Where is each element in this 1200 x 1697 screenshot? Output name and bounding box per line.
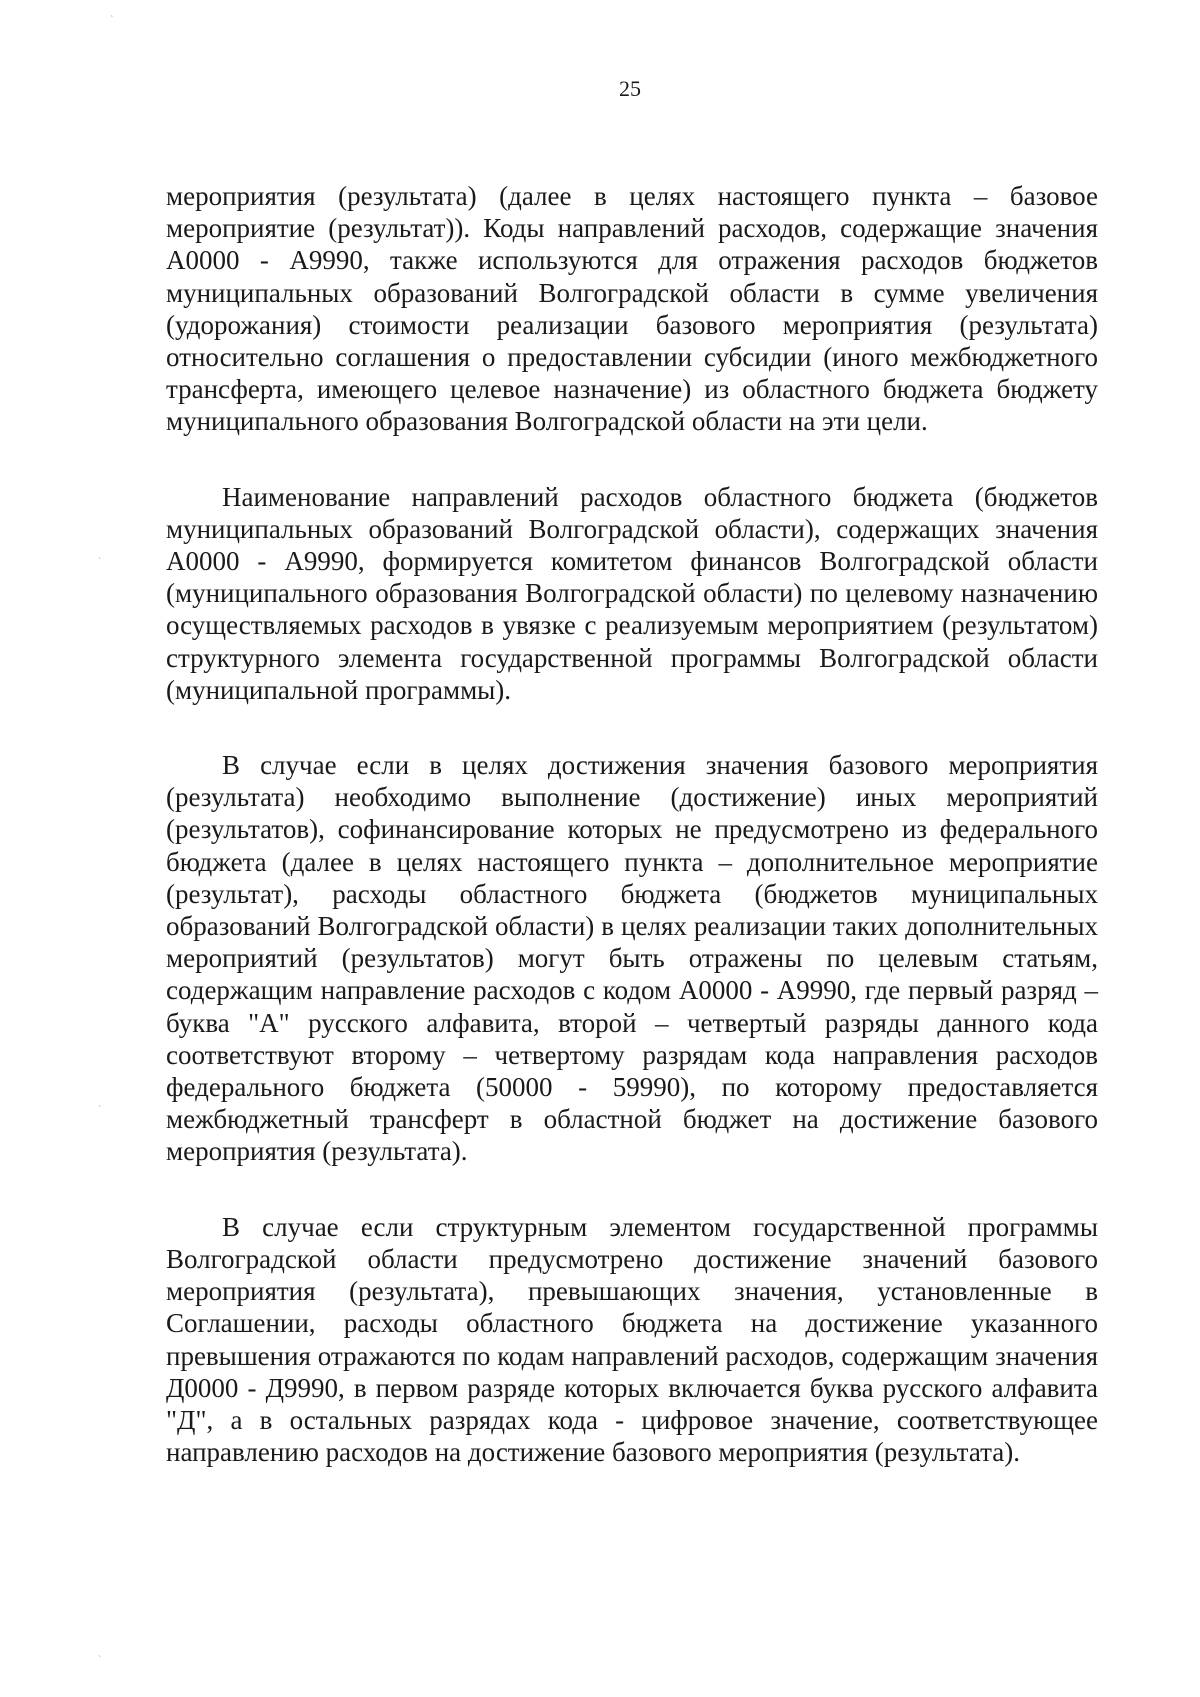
- page-number: 25: [619, 76, 641, 101]
- document-body: [166, 180, 1098, 1468]
- scan-speck: ˋ: [98, 1655, 102, 1666]
- paragraph-continuation: мероприятия (результата) (далее в целях настоящего пункта – базовое мероприятие (результат)). Коды направлений расходов, содержащие значения А0000 - А9990, также используются для отражения расходов бюджетов муниципальных образований Волгоградской области в сумме увеличения (удорожания) стоимости реализации базового мероприятия (результата) относительно соглашения о предоставлении субсидии (иного межбюджетного трансферта, имеющего целевое назначение) из областного бюджета бюджету муниципального образования Волгоградской области на эти цели.: [166, 181, 1098, 437]
- scan-speck: ˋ: [98, 557, 102, 568]
- paragraph-exceeding-values: В случае если структурным элементом государственной программы Волгоградской области предусмотрено достижение значений базового мероприятия (результата), превышающих значения, установленные в Соглашении, расходы областного бюджета на достижение указанного превышения отражаются по кодам направлений расходов, содержащим значения Д0000 - Д9990, в первом разряде которых включается буква русского алфавита "Д", а в остальных разрядах кода - цифровое значение, соответствующее направлению расходов на достижение базового мероприятия (результата).: [166, 1211, 1098, 1468]
- scan-speck: ˋ: [98, 1105, 102, 1116]
- scan-speck: ˋ: [110, 15, 114, 26]
- paragraph-naming-directions: Наименование направлений расходов областного бюджета (бюджетов муниципальных образований Волгоградской области), содержащих значения А0000 - А9990, формируется комитетом финансов Волгоградской области (муниципального образования Волгоградской области) по целевому назначению осуществляемых расходов в увязке с реализуемым мероприятием (результатом) структурного элемента государственной программы Волгоградской области (муниципальной программы).: [166, 481, 1098, 705]
- paragraph-additional-measures: В случае если в целях достижения значения базового мероприятия (результата) необходимо выполнение (достижение) иных мероприятий (результатов), софинансирование которых не предусмотрено из федерального бюджета (далее в целях настоящего пункта – дополнительное мероприятие (результат), расходы областного бюджета (бюджетов муниципальных образований Волгоградской области) в целях реализации таких дополнительных мероприятий (результатов) могут быть отражены по целевым статьям, содержащим направление расходов с кодом А0000 - А9990, где первый разряд – буква "А" русского алфавита, второй – четвертый разряды данного кода соответствуют второму – четвертому разрядам кода направления расходов федерального бюджета (50000 - 59990), по которому предоставляется межбюджетный трансферт в областной бюджет на достижение базового мероприятия (результата).: [166, 750, 1098, 1167]
